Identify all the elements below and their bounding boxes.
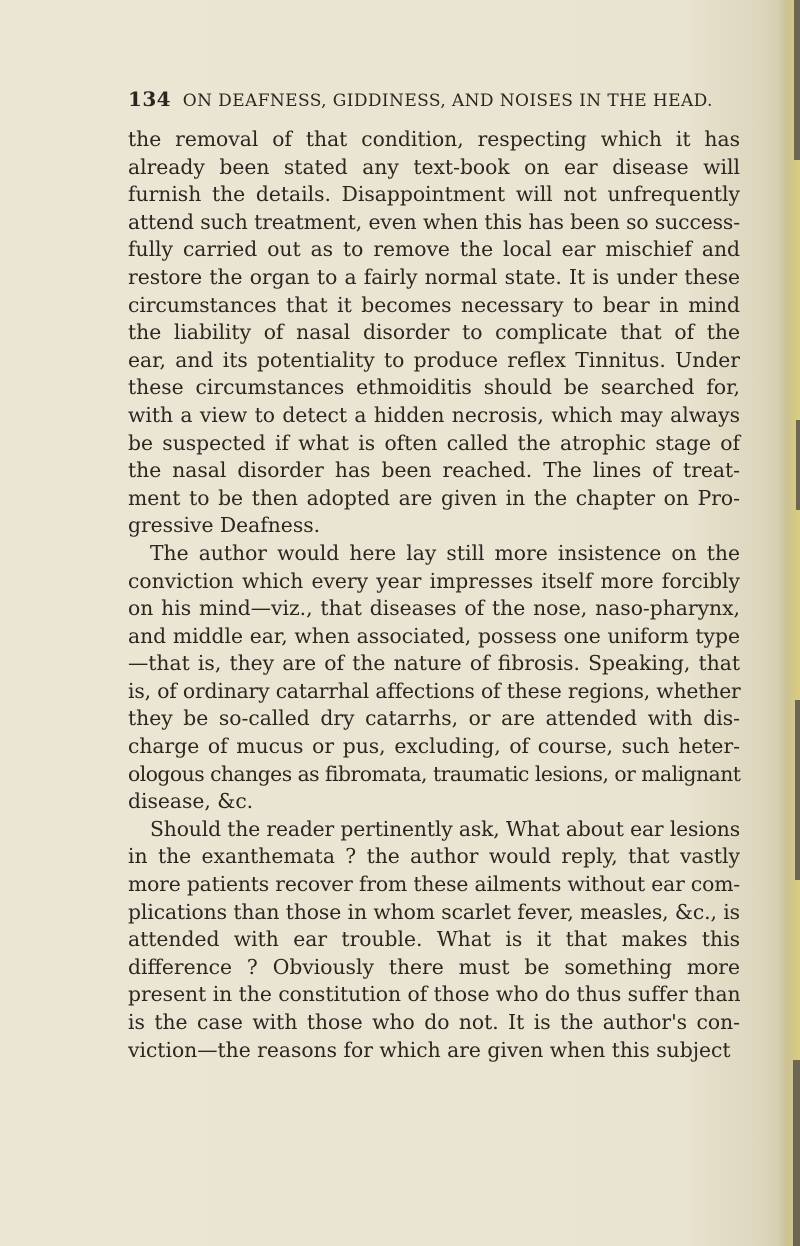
text-line: with a view to detect a hidden necrosis, which may always (128, 402, 740, 427)
text-line: charge of mucus or pus, excluding, of course, such heter- (128, 734, 740, 759)
text-line: ear, and its potentiality to produce reflex Tinnitus. Under (128, 347, 740, 372)
running-header (128, 87, 718, 111)
page-edge-dark-1 (794, 0, 800, 160)
body-text (128, 126, 740, 1064)
text-line: The author would here lay still more insistence on the (150, 540, 740, 565)
text-line: the liability of nasal disorder to complicate that of the (128, 320, 740, 345)
text-line: is, of ordinary catarrhal affections of these regions, whether (128, 678, 741, 703)
page-edge-dark-2 (796, 420, 800, 510)
text-line: be suspected if what is often called the atrophic stage of (128, 430, 740, 455)
text-line: in the exanthemata ? the author would reply, that vastly (128, 844, 740, 869)
text-line: they be so-called dry catarrhs, or are attended with dis- (128, 706, 740, 731)
text-line: Should the reader pertinently ask, What about ear lesions (150, 816, 740, 841)
page-edge-dark-4 (793, 1060, 800, 1246)
text-line: present in the constitution of those who do thus suffer than (128, 982, 741, 1007)
text-line: conviction which every year impresses itself more forcibly (128, 568, 740, 593)
text-line: restore the organ to a fairly normal state. It is under these (128, 264, 740, 289)
text-line: on his mind—viz., that diseases of the nose, naso-pharynx, (128, 596, 740, 621)
page-edge-dark-3 (795, 700, 800, 880)
text-line: gressive Deafness. (128, 513, 321, 538)
text-line: attend such treatment, even when this has been so success- (128, 209, 740, 234)
text-line: already been stated any text-book on ear disease will (128, 154, 740, 179)
text-line: viction—the reasons for which are given when this subject (128, 1037, 731, 1062)
text-line: disease, &c. (128, 789, 254, 814)
page-number: 134 (128, 87, 171, 111)
text-line: furnish the details. Disappointment will not unfrequently (128, 182, 740, 207)
text-line: plications than those in whom scarlet fever, measles, &c., is (128, 899, 740, 924)
text-line: is the case with those who do not. It is the author's con- (128, 1010, 740, 1034)
text-line: fully carried out as to remove the local ear mischief and (128, 237, 740, 262)
text-line: these circumstances ethmoiditis should be searched for, (128, 375, 740, 400)
text-line: the nasal disorder has been reached. The lines of treat- (128, 458, 740, 483)
text-line: ment to be then adopted are given in the chapter on Pro- (128, 485, 740, 510)
text-line: the removal of that condition, respecting which it has (128, 127, 740, 151)
text-line: ologous changes as fibromata, traumatic lesions, or malignant (128, 761, 741, 786)
text-line: more patients recover from these ailments without ear com- (128, 872, 740, 897)
text-line: circumstances that it becomes necessary to bear in mind (128, 292, 740, 317)
text-line: attended with ear trouble. What is it that makes this (128, 927, 740, 952)
running-title: ON DEAFNESS, GIDDINESS, AND NOISES IN THE HEAD. (182, 91, 713, 111)
text-line: difference ? Obviously there must be something more (128, 954, 740, 979)
text-line: —that is, they are of the nature of fibrosis. Speaking, that (128, 651, 740, 676)
text-line: and middle ear, when associated, possess one uniform type (128, 623, 740, 648)
